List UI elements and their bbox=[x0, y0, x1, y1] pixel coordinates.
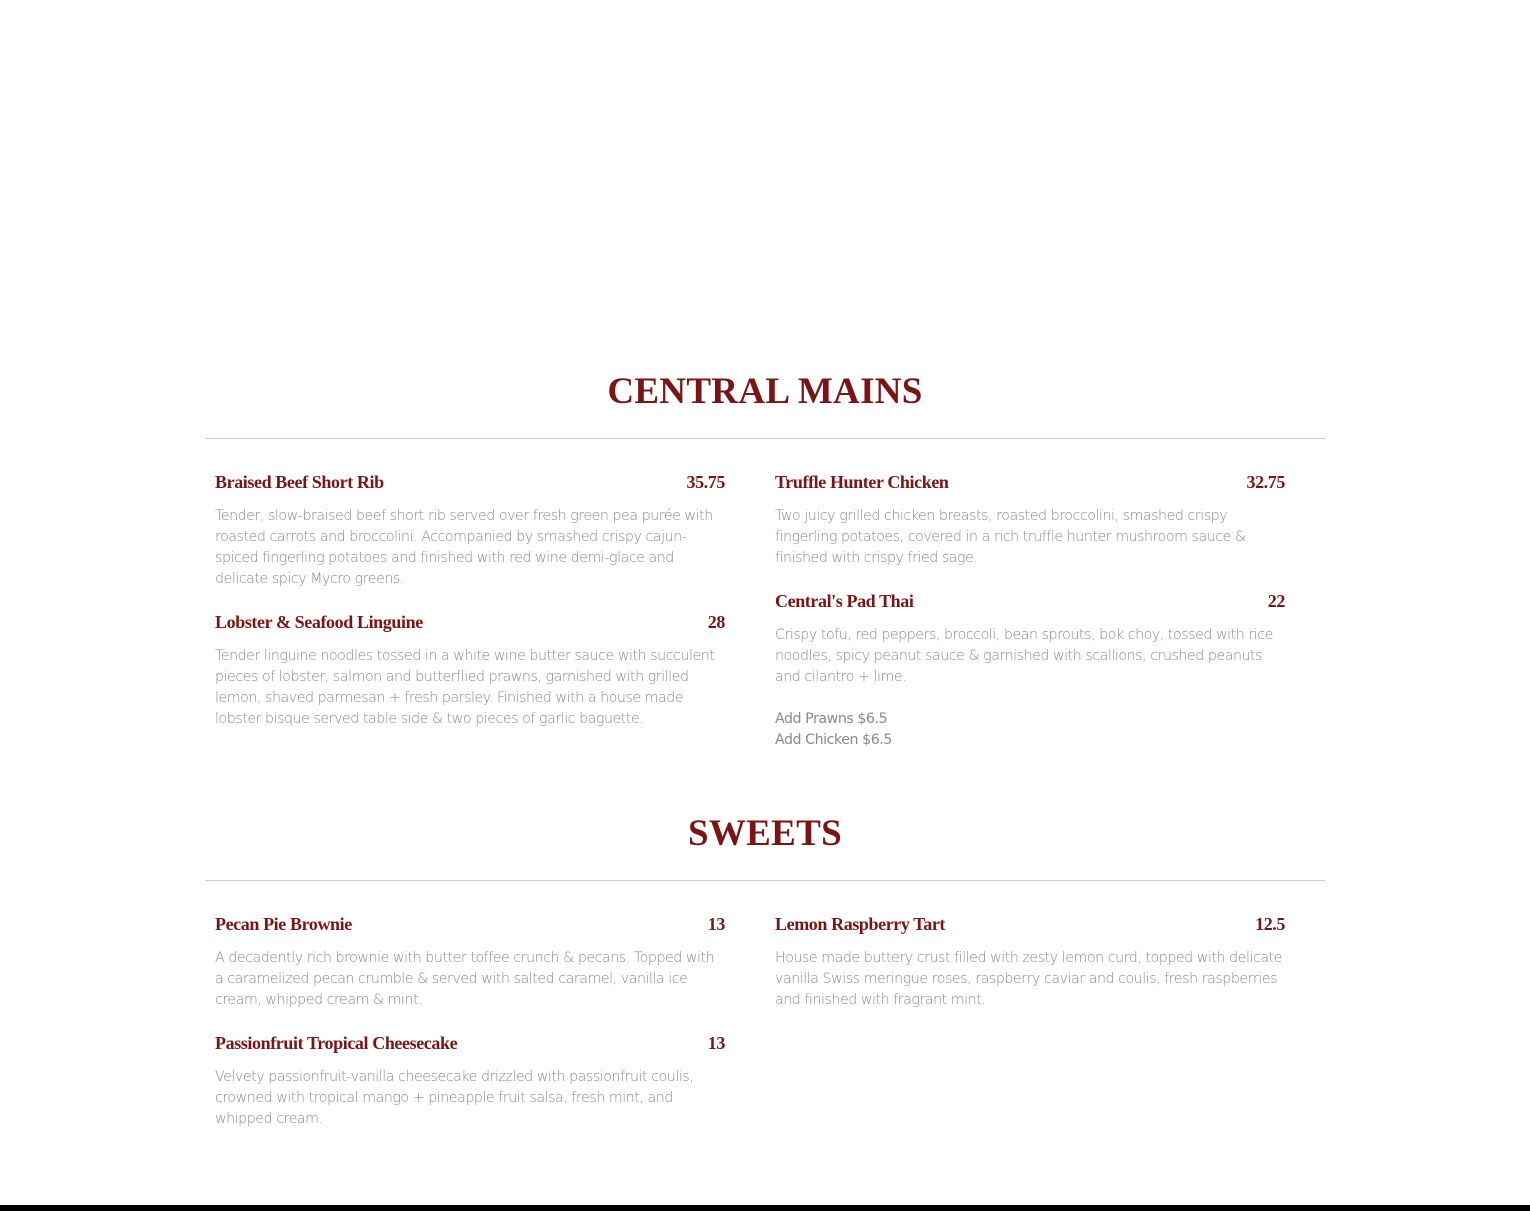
menu-item-lobster-seafood-linguine bbox=[215, 612, 725, 730]
item-description: Velvety passionfruit-vanilla cheesecake drizzled with passionfruit coulis, crowned with tropical mango + pineapple fruit salsa, fresh mint, and whipped cream. bbox=[215, 1069, 694, 1127]
menu-item-braised-beef-short-rib bbox=[215, 472, 725, 590]
section-title-sweets: SWEETS bbox=[688, 813, 842, 854]
addon-chicken: Add Chicken $6.5 bbox=[775, 732, 892, 748]
addon-prawns: Add Prawns $6.5 bbox=[775, 711, 888, 727]
item-price: 22 bbox=[1267, 591, 1285, 611]
section-divider bbox=[205, 880, 1325, 881]
menu-item-truffle-hunter-chicken bbox=[775, 472, 1285, 569]
item-name: Truffle Hunter Chicken bbox=[775, 472, 949, 492]
section-title-central-mains: CENTRAL MAINS bbox=[607, 371, 923, 412]
menu-item-passionfruit-tropical-cheesecake bbox=[215, 1033, 725, 1130]
item-price: 28 bbox=[707, 612, 725, 632]
item-price: 32.75 bbox=[1246, 472, 1285, 492]
item-description: House made buttery crust filled with zesty lemon curd, topped with delicate vanilla Swiss meringue roses, raspberry caviar and coulis, fresh raspberries and finished with fragrant mint. bbox=[775, 950, 1282, 1008]
item-description: Tender, slow-braised beef short rib served over fresh green pea purée with roasted carrots and broccolini. Accompanied by smashed crispy cajun-spiced fingerling potatoes and finished with red wine demi-glace and delicate spicy Mycro greens. bbox=[215, 508, 713, 587]
item-name: Lobster & Seafood Linguine bbox=[215, 612, 423, 632]
menu-item-lemon-raspberry-tart bbox=[775, 914, 1285, 1011]
item-price: 12.5 bbox=[1255, 914, 1285, 934]
item-description: A decadently rich brownie with butter toffee crunch & pecans. Topped with a caramelized pecan crumble & served with salted caramel, vanilla ice cream, whipped cream & mint. bbox=[215, 950, 715, 1008]
section-divider bbox=[205, 438, 1325, 439]
item-name: Pecan Pie Brownie bbox=[215, 914, 352, 934]
item-price: 35.75 bbox=[686, 472, 725, 492]
item-name: Lemon Raspberry Tart bbox=[775, 914, 946, 934]
menu-item-pecan-pie-brownie bbox=[215, 914, 725, 1011]
item-addons bbox=[775, 709, 1285, 751]
item-description: Crispy tofu, red peppers, broccoli, bean sprouts, bok choy, tossed with rice noodles, spicy peanut sauce & garnished with scallions, crushed peanuts and cilantro + lime. bbox=[775, 627, 1273, 685]
item-description: Two juicy grilled chicken breasts, roasted broccolini, smashed crispy fingerling potatoes, covered in a rich truffle hunter mushroom sauce & finished with crispy fried sage. bbox=[775, 508, 1246, 566]
item-price: 13 bbox=[707, 914, 725, 934]
item-name: Passionfruit Tropical Cheesecake bbox=[215, 1033, 458, 1053]
item-name: Central's Pad Thai bbox=[775, 591, 914, 611]
item-price: 13 bbox=[707, 1033, 725, 1053]
item-description: Tender linguine noodles tossed in a white wine butter sauce with succulent pieces of lobster, salmon and butterflied prawns, garnished with grilled lemon, shaved parmesan + fresh parsley. Finished with a house made lobster bisque served table side & two pieces of garlic baguette. bbox=[215, 648, 715, 727]
menu-item-centrals-pad-thai bbox=[775, 591, 1285, 751]
item-name: Braised Beef Short Rib bbox=[215, 472, 384, 492]
footer-bar bbox=[0, 1205, 1530, 1211]
